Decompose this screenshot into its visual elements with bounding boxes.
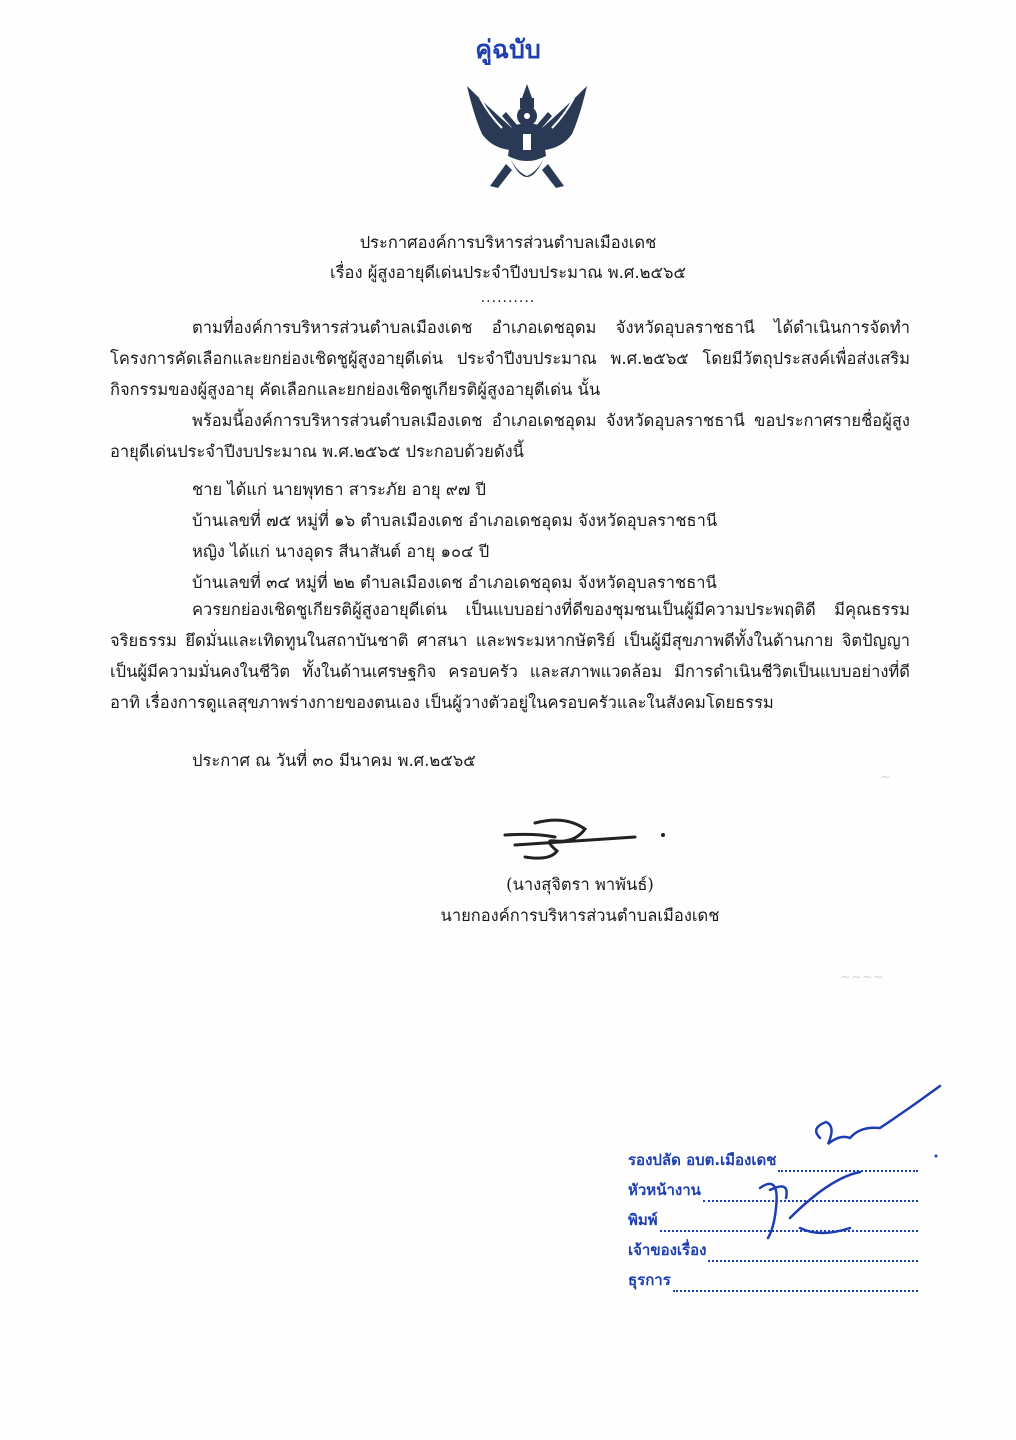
routing-initials [740, 1078, 950, 1248]
paragraph-praise-text: ควรยกย่องเชิดชูเกียรติผู้สูงอายุดีเด่น เป็นแบบอย่างที่ดีของชุมชนเป็นผู้มีความประพฤติดี มีคุณธรรมจริยธรรม ยึดมั่นและเทิดทูนในสถาบันชาติ ศาสนา และพระมหากษัตริย์ เป็นผู้มีสุขภาพดีทั้งในด้านกาย จิตปัญญา เป็นผู้มีความมั่นคงในชีวิต ทั้งในด้านเศรษฐกิจ ครอบครัว และสภาพแวดล้อม มีการดำเนินชีวิตเป็นแบบอย่างที่ดีอาทิ เรื่องการดูแลสุขภาพร่างกายของตนเอง เป็นผู้วางตัวอยู่ในครอบครัวและในสังคมโดยธรรม [110, 600, 910, 712]
paragraph-announcement [110, 405, 910, 467]
announcement-date: ประกาศ ณ วันที่ ๓๐ มีนาคม พ.ศ.๒๕๖๕ [192, 751, 476, 770]
announcement-subject: เรื่อง ผู้สูงอายุดีเด่นประจำปีงบประมาณ พ.ศ.๒๕๖๕ [330, 263, 686, 282]
routing-label-typist: พิมพ์ [628, 1211, 658, 1229]
routing-label-owner: เจ้าของเรื่อง [628, 1241, 707, 1259]
female-address: บ้านเลขที่ ๓๔ หมู่ที่ ๒๒ ตำบลเมืองเดช อำเภอเดชอุดม จังหวัดอุบลราชธานี [192, 573, 717, 592]
routing-row-clerk [628, 1262, 918, 1292]
male-address: บ้านเลขที่ ๗๕ หมู่ที่ ๑๖ ตำบลเมืองเดช อำเภอเดชอุดม จังหวัดอุบลราชธานี [192, 511, 718, 530]
bleed-through-mark: ~~~~ [840, 970, 884, 985]
announcement-title: ประกาศองค์การบริหารส่วนตำบลเมืองเดช [359, 233, 657, 252]
garuda-emblem-icon [462, 76, 592, 206]
routing-label-deputy: รองปลัด อบต.เมืองเดช [628, 1151, 777, 1169]
copy-stamp: คู่ฉบับ [475, 35, 541, 64]
female-winner: หญิง ได้แก่ นางอุดร สีนาสันต์ อายุ ๑๐๔ ปี [192, 542, 490, 561]
bleed-through-mark: ~ [880, 770, 891, 785]
paragraph-intro-text: ตามที่องค์การบริหารส่วนตำบลเมืองเดช อำเภอเดชอุดม จังหวัดอุบลราชธานี ได้ดำเนินการจัดทำโครงการคัดเลือกและยกย่องเชิดชูผู้สูงอายุดีเด่น ประจำปีงบประมาณ พ.ศ.๒๕๖๕ โดยมีวัตถุประสงค์เพื่อส่งเสริมกิจกรรมของผู้สูงอายุ คัดเลือกและยกย่องเชิดชูเกียรติผู้สูงอายุดีเด่น นั้น [110, 318, 910, 399]
title-separator: .......... [480, 290, 536, 306]
signer-name: (นางสุจิตรา พาพันธ์) [506, 875, 654, 894]
paragraph-announcement-text: พร้อมนี้องค์การบริหารส่วนตำบลเมืองเดช อำเภอเดชอุดม จังหวัดอุบลราชธานี ขอประกาศรายชื่อผู้สูงอายุดีเด่นประจำปีงบประมาณ พ.ศ.๒๕๖๕ ประกอบด้วยดังนี้ [110, 411, 910, 461]
routing-label-clerk: ธุรการ [628, 1271, 671, 1289]
paragraph-intro [110, 312, 910, 405]
routing-label-head: หัวหน้างาน [628, 1181, 701, 1199]
chief-signature [495, 815, 675, 865]
male-winner: ชาย ได้แก่ นายพุทธา สาระภัย อายุ ๙๗ ปี [192, 480, 486, 499]
signer-position: นายกองค์การบริหารส่วนตำบลเมืองเดช [440, 906, 720, 925]
paragraph-praise [110, 594, 910, 718]
